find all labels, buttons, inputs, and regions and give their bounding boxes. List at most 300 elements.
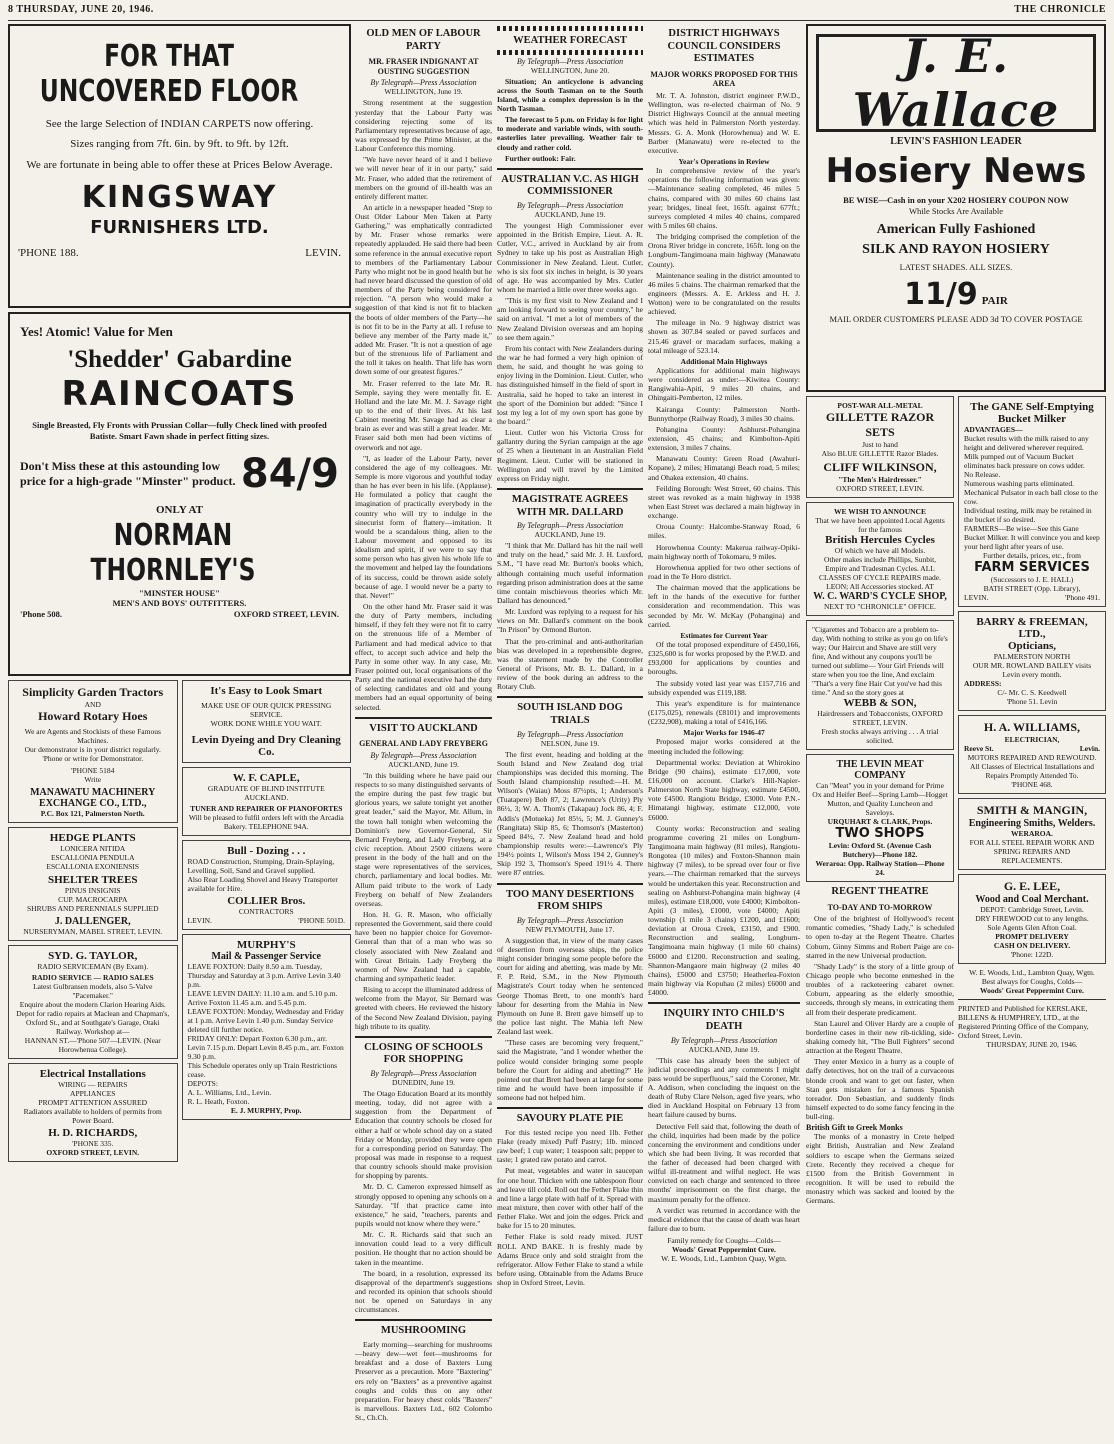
caple-name: W. F. CAPLE, [232,772,300,784]
kingsway-town: LEVIN. [305,246,341,259]
mushroom-body [355,1340,492,1422]
labour-byline: By Telegraph—Press Association [370,78,477,88]
column-5 [806,24,1106,1438]
highways-s1: Year's Operations in Review [678,156,770,166]
lee-sub: Wood and Coal Merchant. [975,894,1089,905]
dallard-p1: "I think that Mr. Dallard has hit the nail well and truly on the head," said Mr. J. H. Luxford, S.M., "I have read Mr. Burton's books which, although containing much useful information regarding prison administration does at the same time contain mischievous theories which Mr. Dallard has denounced." [497,541,643,606]
divider [497,696,643,698]
woods-ad-1 [648,1236,800,1263]
manawatu-ad [8,680,178,823]
gane-b8: Further details, prices, etc., from [983,551,1081,560]
hedge-l1: LONICERA NITIDA [60,844,126,853]
auckland-p3: Rising to accept the illuminated address of welcome from the Mayor, Sir Bernard was greeted with cheers. He reviewed the history of the Second New Zealand Division, paying high tribute to its quality. [355,985,492,1031]
kingsway-name: KINGSWAY [81,179,278,215]
murphy-b6: DEPOTS: [187,1079,218,1088]
auckland-dateline: AUCKLAND, June 19. [388,759,459,769]
woods2-l3: Woods' Great Peppermint Cure. [980,986,1084,995]
barry-footer [964,697,1100,706]
gane-phone: 'Phone 491. [1064,593,1100,602]
thornley-ad [8,312,351,676]
monks-headline: British Gift to Greek Monks [806,1123,903,1133]
kingsway-line3: We are fortunate in being able to offer these at Prices Below Average. [26,158,333,171]
dallard-p2: Mr. Luxford was replying to a request for his views on Mr. Dallard's comment on the book "In Prison" by Ormond Burton. [497,607,643,635]
column-1a [8,680,178,1166]
vc-p3: From his contact with New Zealanders during the war he had formed a very high opinion of them, he said, and thought he was going to enjoy living in the Dominion. Lieut. Cutler, who has distinguished himself in the field of sport in Australia, said he hoped to take an interest in the sport of the Dominion but added: "Since I lost my leg a lot of my own sport has gone by the board." [497,343,643,426]
dallard-body [497,541,643,691]
barry-l3: 'Phone 51. [1006,697,1038,706]
divider [497,488,643,490]
manawatu-b3: 'Phone or write for Demonstrator. [42,754,144,763]
highways-p8: Pohangina County: Ashhurst-Pohangina extension, 45 chains; and Kimbolton-Apiti extension, 3 miles 7 chains. [648,424,800,453]
savoury-p3: Fether Flake is sold ready mixed. JUST ROLL AND BAKE. It is freshly made by Adams Bruce only and sold straight from the refrigerator. Allow Fether Flake to stand a while before using. Obtainable from the Adams Bruce shop in Oxford Street, Levin. [497,1232,643,1288]
wallace-price-row [816,277,1096,312]
smith-b1: FOR ALL STEEL REPAIR WORK AND SPRING REPAIRS AND REPLACEMENTS. [969,838,1095,865]
inquiry-p1: "This case has already been the subject of judicial proceedings and any comments I might pass would be superfluous," said the Coroner, Mr. A. Addison, when concluding the inquest on the death of Ruby Clare Nelson, aged five years, who died in Auckland Hospital on February 13 from heart failure caused by burns. [648,1055,800,1120]
vc-body [497,221,643,483]
gane-b3: No Release. [964,470,1001,479]
regent-p2: "Shady Lady" is the story of a little group of Chicago people who become enmeshed in the troubles of a racketeering cabaret owner. Coburn, appearing as the elderly smoothie, succeeds, through sly means, in extricating them all from their desperate predicament. [806,961,954,1017]
inquiry-byline: By Telegraph—Press Association [670,1035,778,1045]
woods2-l1: W. E. Woods, Ltd., Lambton Quay, Wgtn. [969,968,1095,977]
hedge-sub: NURSERYMAN, MABEL STREET, LEVIN. [23,927,163,936]
highways-p19: Departmental works: Deviation at Whirokino Bridge (90 chains), estimate £17,000, vote £16,000 on account. Clarke's Hill-Napier-Palmerston North State highway, estimate £4500, vote £4500. Rangiotu Bridge, £3000. Vote P.N.-Himatangi highway, estimate £12,000, vote £6000. [648,757,800,822]
highways-p14: The chairman moved that the applications be left in the hands of the executive for further consideration and recommendation. This was seconded by Mr. W. McKay (Pohangina) and carried. [648,583,800,629]
hedge-l5: CUP. MACROCARPA [58,895,128,904]
williams-street: Reeve St. [964,744,994,753]
wallace-l3: American Fully Fashioned [876,222,1036,238]
smith-name: SMITH & MANGIN, [976,803,1088,817]
hedge-l2: ESCALLONIA PENDULA [50,853,135,862]
schools-p4: The board, in a resolution, expressed its disapproval of the department's suggestions and recorded its opinion that schools should not be opened on Saturdays in any circumstances. [355,1268,492,1315]
thornley-only: ONLY AT [156,504,203,517]
divider [355,1036,492,1038]
barry-l2: C/- Mr. C. S. Keedwell [997,688,1067,697]
dog-body [497,750,643,878]
mushroom-p1: Early morning—searching for mushrooms—heavy dew—wet feet—mushrooms for breakfast and a dose of Baxters Lung Preserver as a precaution. More "Baxtering" ers rely on "Baxters" as a preventive against coughs and colds thus on any other preparation. For heavy chest colds "Baxters" is marvellous. Baxters Ltd., 602 Colombo St., Ch.Ch. [355,1339,492,1423]
caple-b1: TUNER AND REPAIRER OF PIANOFORTES [190,804,343,813]
williams-b2: All Classes of Electrical Installations and Repairs Promptly Attended To. [970,762,1094,780]
labour-p3: An article in a newspaper headed "Step to Oust Older Labour Men Taken at Party Gathering," was emphatically contradicted by Mr. Fraser whose remarks were repeatedly applauded. He said there had been some reference in the annual executive report to members of the Parliamentary Labour Party who might not be in good health but he had never heard discussed the question of old members of the Party being considered for rejection. "A person who would make a suggestion of that kind is not fit to blacken the boots of older members of the Party—he is not fit to be in the Party at all. I refuse to believe any member of the Party made it," added Mr. Fraser. "It is not a question of age but of the strenuous life of Parliament and the toll it takes on health. That life has worn down some of our greatest figures." [355,202,492,377]
taylor-name: SYD. G. TAYLOR, [48,950,138,962]
wilkinson-addr: OXFORD STREET, LEVIN. [836,484,924,493]
highways-p10: Feilding Borough: West Street, 60 chains. This street was revoked as a main highway in 1938 when East Street was declared a main highway in exchange. [648,483,800,521]
lee-b3: Sole Agents Glen Afton Coal. [987,923,1077,932]
williams-b1: MOTORS REPAIRED AND REWOUND. [967,753,1097,762]
webb-ad [806,620,954,750]
column-5a [806,396,954,1207]
column-2 [355,24,492,1438]
hedge-l4: PINUS INSIGNIS [64,886,121,895]
collier-t1: Bull - Dozing . . . [227,845,306,857]
barry-sub: Opticians, [1008,640,1056,652]
highways-subhead: MAJOR WORKS PROPOSED FOR THIS AREA [650,69,798,89]
williams-address [964,744,1100,753]
weather-body [497,77,643,163]
collier-town: LEVIN. [187,916,212,925]
labour-p5: "I, as leader of the Labour Party, never considered the age of my colleagues. Mr. Semple is more vigorous and youthful today than he has ever been in his life. (Applause). He formulated a policy that caught the imagination of practically everybody in the country who will try to indulge in the sinecurist form of flattery—imitation. It would be a scandalous thing, alien to the Labour movement and opposed to its idealism and spirit, if we were to say that some person who has given his whole life to the movement and helped lay the foundations of its success, could be thrown aside solely because of age. I would never be a party to that. Never!" [355,453,492,600]
vc-headline: AUSTRALIAN V.C. AS HIGH COMMISSIONER [501,173,639,198]
highways-p20: County works: Reconstruction and sealing programme covering 21 miles on Longburn-Tangimoana main highway (81 miles), Rangiotu-Rongotea (10 miles) and Foxton-Shannon main highway (7 miles), to be spread over four or five years.—The chairman remarked that the surveys would be undertaken this year. Reconstruction and sealing on Ashhurst-Pohangina main highway (4 miles), estimate £18,000, vote £4000; Kimbolton-Apiti (3 miles), £1000, vote £4000; Apiti township (1 mile 3 chains) £1200, and £1600; deviation at Oroua Creek, £3150, and £900. Reconstruction and sealing, Longburn-Tangimoana main highway (1 mile 60 chains) £6000 and £1200. Reconstruction and sealing, Shannon-Mangaore main highway (2 miles 40 chains), £5000 and £3750; Heatherlea-Foxton main highway via Kopuhau (2 miles) £6000 and £4000. [648,823,800,998]
dallard-dateline: AUCKLAND, June 19. [534,530,606,540]
divider [355,1319,492,1321]
vc-p1: The youngest High Commissioner ever appointed in the British Empire, Lieut. A. R. Cutler, V.C., arrived in Auckland by air from Sydney to take up his post as Australian High Commissioner in New Zealand. Lieut. Cutler, who is six foot six inches in height, is 30 years of age. He was accompanied by Mrs. Cutler whom he married a little over three weeks ago. [497,221,643,295]
thornley-name: NORMAN THORNLEY'S [90,517,256,588]
hedge-l6: SHRUBS AND PERENNIALS SUPPLIED [27,904,159,913]
schools-headline: CLOSING OF SCHOOLS FOR SHOPPING [364,1041,483,1066]
williams-name: H. A. WILLIAMS, [983,720,1081,734]
divider [497,883,643,885]
auckland-byline: By Telegraph—Press Association [370,750,477,760]
dog-headline: SOUTH ISLAND DOG TRIALS [517,702,623,727]
dallard-headline: MAGISTRATE AGREES WITH MR. DALLARD [511,493,629,518]
gane-b7: FARMERS—Be wise—See this Gane Bucket Milker. It will convince you and keep your herd light after years of use. [964,524,1100,551]
highways-p1: Mr. T. A. Johnston, district engineer P.W.D., Wellington, was re-elected chairman of No. 9 District Highways Council at the annual meeting which was held in Palmerston North yesterday. Messrs. G. A. Monk (Horowhenua) and W. E. Barber (Manawatu) were re-elected to the executive. [648,90,800,155]
thornley-outfit: MEN'S AND BOYS' OUTFITTERS. [112,598,247,609]
ward-l3: Other makes include Phillips, Sunbit, Empire and Tradesman Cycles. ALL CLASSES OF CYCLE REPAIRS made. LEON; All Accessories stocked. AT [818,555,942,591]
labour-p4: Mr. Fraser referred to the late Mr. R. Semple, saying they were mentally fit. E. Holland and the late Mr. M. J. Savage right up to the end of their lives. At his last Cabinet meeting Mr. Savage had as clear a brain as ever and was still a great leader. Mr. Fraser said both men had been victims of overwork and not age. [355,378,492,452]
murphy-b7: A. L. Williams, Ltd., Levin. [187,1088,272,1097]
caple-b2: Will be pleased to fulfil orders left with the Arcadia Bakery. TELEPHONE 94A. [188,813,344,831]
ornament-rule [497,50,643,55]
highways-p6: Applications for additional main highways were considered as under:—Kiwitea County: Rangiwahia-Apiti, 9 miles 20 chains, and Ohingaiti-Pemberton, 12 miles. [648,366,800,403]
desertions-byline: By Telegraph—Press Association [516,915,624,925]
regent-p1: One of the brightest of Hollywood's recent romantic comedies, "Shady Lady," is scheduled to open to-day at the Regent Theatre. Charles Coburn, Ginny Simms and Robert Paige are co-starred in the new Universal production. [806,914,954,960]
taylor-sub: RADIO SERVICEMAN (By Exam). [37,962,149,971]
caple-ad [182,767,352,836]
hedge-ad [8,827,178,941]
barry-name: BARRY & FREEMAN, LTD., [976,616,1088,640]
manawatu-name: MANAWATU MACHINERY EXCHANGE CO., LTD., [30,787,156,809]
gane-footer [964,593,1100,602]
inquiry-dateline: AUCKLAND, June 19. [688,1044,760,1054]
inquiry-p3: A verdict was returned in accordance with the medical evidence that the cause of death was heart failure due to burn. [648,1205,800,1234]
wilkinson-t2: GILLETTE RAZOR SETS [825,410,935,439]
murphy-b1: LEAVE FOXTON: Daily 8.50 a.m. Tuesday, Thursday and Saturday at 3 p.m. Arrive Levin 3.40 p.m. [187,962,341,989]
regent-subhead: TO-DAY AND TO-MORROW [827,902,933,912]
taylor-line: RADIO SERVICE — RADIO SALES [31,973,154,982]
highways-p2: In comprehensive review of the year's operations the following information was given:—Maintenance sealing completed, 46 miles 5 chains, compared with 30 miles 60 chains last year; bridges, lineal feet, 165ft. against 677ft.; surveys completed 4 miles 40 chains, compared with 5 miles 60 chains. [648,166,800,230]
meat-b2: URQUHART & CLARK, Props. [827,817,933,826]
richards-l4: Radiators available to holders of permits from Power Board. [23,1107,162,1125]
thornley-price: 84/9 [240,451,339,498]
schools-p1: The Otago Education Board at its monthly meeting, today, did not agree with a suggestion from the Department of Education that country schools be closed for either a half or whole school day on a stated Friday or Monday, provided they were open for a corresponding period on Saturday. The proposal was made in response to a request that country schools should make provision for shopping by parents. [355,1088,492,1181]
paper-name: THE CHRONICLE [1014,4,1106,15]
wilkinson-ad [806,396,954,498]
gane-addr: BATH STREET (Opp. Library), [983,584,1081,593]
gane-b6: Individual testing, milk may be retained in the bucket if so desired. [964,506,1092,524]
taylor-b1: Latest Gulbransen models, also 5-Valve "Pacemaker." [33,982,153,1000]
gane-sub: (Successors to J. E. HALL) [990,575,1074,584]
ward-t1: WE WISH TO ANNOUNCE [834,507,926,516]
imprint-l1: PRINTED and Published for KERSLAKE, BILLENS & HUMPHREY, LTD., at the Registered Printing Office of the Company, Oxford Street, Levin. [958,1004,1089,1040]
schools-p2: Mr. D. C. Cameron expressed himself as strongly opposed to opening any schools on a Saturday. "If that practice came into existence," he said, "teachers, parents and pupils would not know where they were." [355,1182,492,1228]
collier-footer [188,916,346,925]
page-date: 8 THURSDAY, JUNE 20, 1946. [8,4,154,15]
ward-l1: That we have been appointed Local Agents for the famous [815,516,945,534]
gane-b4: Numerous washing parts eliminated. [964,479,1074,488]
thornley-product: 'Shedder' Gabardine [67,346,292,373]
auckland-p1: "In this building where he have paid our respects to so many distinguished servants of the empire during the past few tragic but glorious years, we salute tonight yet another great leader," said the Mayor, Mr. Allum, in the town hall tonight when welcoming the Dominion's new Governor-General, Sir Bernard Freyberg, and Lady Freyberg, at a civic reception. About 2500 citizens were present in the body of the hall and on the stage were representatives of the services, church, parliamentary and local bodies. Mr. Allum paid tribute to the work of Lady Freyberg on behalf of New Zealanders overseas. [355,770,492,908]
inquiry-p2: Detective Fell said that, following the death of the child, inquiries had been made by the police concerning the environment and conditions under which she had been living. It was recorded that the father of deceased had been charged with wilful ill-treatment and wilful neglect. He was convicted on each charge and sentenced to three months' imprisonment on the first charge, the maximum penalty for the offence. [648,1121,800,1204]
hedge-t2: SHELTER TREES [47,874,138,886]
taylor-ad [8,945,178,1059]
savoury-p2: Put meat, vegetables and water in saucepan for one hour. Thicken with one tablespoon flour and leave till cold. Roll out the Fether Flake thin and line a large plate with half of it. Spread with meat mixture, then cover with other half of the Fether Flake. Wet and join the edges. Prick and bake for 15 to 20 minutes. [497,1166,643,1231]
gane-b2: Milk pumped out of Vacuum Bucket eliminates back pressure on cows udder. [964,452,1085,470]
divider [958,999,1106,1000]
thornley-offer-row [20,451,339,497]
labour-headline: OLD MEN OF LABOUR PARTY [366,28,481,52]
highways-p7: Kairanga County: Palmerston North-Bunnythorpe (Railway Road), 3 miles 30 chains. [648,404,800,423]
dog-byline: By Telegraph—Press Association [516,729,624,739]
labour-body [355,98,492,711]
ward-t2: British Hercules Cycles [825,534,935,546]
woods1-l2: Woods' Great Peppermint Cure. [672,1245,776,1255]
divider [497,168,643,170]
woods1-l3: W. E. Woods, Ltd., Lambton Quay, Wgtn. [661,1254,787,1264]
highways-s4: Major Works for 1946-47 [683,728,765,738]
taylor-b2: Enquire about the modern Clarion Hearing Aids. [19,1000,166,1009]
gane-t1: The GANE Self-Emptying Bucket Milker [970,401,1094,425]
highways-p5: The mileage in No. 9 highway district was shown as 307.84 sealed or paved surfaces and 215.46 gravel or macadam surfaces, making a total mileage of 523.14. [648,318,800,355]
desertions-headline: TOO MANY DESERTIONS FROM SHIPS [506,888,634,913]
webb-name: WEBB & SON, [843,697,917,709]
thornley-house: "MINSTER HOUSE" [139,587,220,598]
imprint [958,1004,1106,1049]
smith-ad [958,798,1106,870]
wallace-headline: Hosiery News [825,151,1087,191]
lee-phone: 'Phone: 122D. [1010,950,1054,959]
column-3 [497,24,643,1438]
kingsway-phone: 'PHONE 188. [18,246,79,259]
hedge-name: J. DALLENGER, [54,916,131,927]
regent-p4: They enter Mexico in a hurry as a couple of daffy detectives, hot on the trail of a curvaceous blonde crook and want to get out faster, when Stan gets mistaken for a famous Spanish toreador. Don Sebastian, and suddenly finds himself expected to do some fancy fencing in the bull-ring. [806,1057,954,1122]
gane-b1: Bucket results with the milk raised to any height and delivered wherever required. [964,434,1089,452]
masthead [8,4,1106,21]
schools-byline: By Telegraph—Press Association [370,1068,477,1078]
vc-dateline: AUCKLAND, June 19. [534,210,606,220]
schools-body [355,1089,492,1314]
murphy-b4: FRIDAY ONLY: Depart Foxton 6.30 p.m., arr. Levin 7.15 p.m. Depart Levin 8.45 p.m., arr. Foxton 9.30 p.m. [187,1034,344,1061]
monks-body [806,1132,954,1205]
levindye-t1: Levin Dyeing and Dry Cleaning Co. [191,734,341,758]
divider [355,717,492,719]
barry-addr: ADDRESS: [964,679,1002,688]
murphy-ad [182,934,352,1120]
vc-byline: By Telegraph—Press Association [516,201,624,211]
thornley-addr: OXFORD STREET, LEVIN. [233,608,339,619]
dog-p1: The first event, heading and holding at the South Island and New Zealand dog trial championships was decided this morning. The South Island championship resulted:—H. M. Wilson's (Waiau) Moss 87½pts, 1; Anderson's (Tuatapere) Bob 87, 2; Lawrence's (Urity) Ply 86½, 3; W. A. Thom's (Takapau) Jock 86, 4; F. Addis's (Motueka) Jet 85½, 5; M. J. Gunney's (Rangitata) Skip 85, 6; Thomson's (Masterton) Speed 84½, 7. New Zealand head and hold championship results were:—Lawrence's Ply 194½ points 1, Wilson's Moss 194 2, Gunney's Skip 192 3, Thomson's Speed 191½ 4. There were 87 entries. [497,749,643,878]
manawatu-box: P.C. Box 121, Palmerston North. [40,809,145,818]
lee-ad [958,874,1106,964]
column-1b [182,680,352,1166]
desertions-dateline: NEW PLYMOUTH, June 17. [525,924,615,934]
barry-l1: OUR MR. ROWLAND BAILEY visits Levin every month. [972,661,1092,679]
woods1-l1: Family remedy for Coughs—Colds— [667,1236,781,1246]
weather-headline: WEATHER FORECAST [513,35,627,46]
lee-b1: DEPOT: Cambridge Street, Levin. [980,905,1084,914]
column-5b [958,396,1106,1207]
desertions-p2: "These cases are becoming very frequent," said the Magistrate, "and I wonder whether the police would consider bringing some people before the Court for aiding and abetting?" He pointed out that Brett had been at large for some time and he would have been impossible if someone had not helped him. [497,1038,643,1103]
weather-dateline: WELLINGTON, June 20. [530,65,610,75]
richards-l2: APPLIANCES [70,1089,116,1098]
mushroom-headline: MUSHROOMING [380,1325,467,1337]
williams-phone: 'PHONE 468. [1011,780,1053,789]
smith-town: WERAROA. [1011,829,1053,838]
wilkinson-t1: POST-WAR ALL-METAL [837,401,923,410]
wallace-l1: BE WISE—Cash in on your X202 HOSIERY COUPON NOW [843,195,1069,205]
wallace-ad [806,24,1106,392]
thornley-footer [20,609,339,620]
labour-subhead: MR. FRASER INDIGNANT AT OUSTING SUGGESTION [368,57,479,76]
thornley-offer: Don't Miss these at this astounding low price for a high-grade "Minster" product. [20,459,236,489]
regent-headline: REGENT THEATRE [831,886,929,897]
meat-name: THE LEVIN MEAT COMPANY [836,759,924,781]
collier-b1: ROAD Construction, Stumping, Drain-Splaying, Levelling, Soil, Sand and Gravel supplied. [187,857,335,875]
smart-t1: It's Easy to Look Smart [210,685,323,697]
ward-addr: NEXT TO "CHRONICLE" OFFICE. [824,602,936,611]
wilkinson-l2: Also BLUE GILLETTE Razor Blades. [821,449,939,458]
ward-name: W. C. WARD'S CYCLE SHOP, [813,591,947,602]
auckland-headline: VISIT TO AUCKLAND [369,722,478,734]
manawatu-t1: Simplicity Garden Tractors [22,685,164,699]
wallace-price: 11/9 [904,276,978,312]
column-4 [648,24,800,1438]
gane-b5: Mechanical Pulsator in each ball close to the cow. [964,488,1098,506]
lee-name: G. E. LEE, [1003,879,1061,893]
manawatu-write: Write [84,775,102,784]
wilkinson-name: CLIFF WILKINSON, [823,460,937,474]
smart-b1: MAKE USE OF OUR QUICK PRESSING SERVICE. [201,701,332,719]
richards-ad [8,1063,178,1162]
collier-phone: 'PHONE 501D. [298,916,345,925]
manawatu-and: AND [84,700,101,709]
highways-p18: Proposed major works considered at the meeting included the following: [648,737,800,756]
taylor-b3: Depot for radio repairs at Maclean and Chapman's, Oxford St., and at Southgate's Garage, Otaki Railway. Workshop at— [16,1009,170,1036]
kingsway-line1: See the large Selection of INDIAN CARPETS now offering. [45,118,314,130]
savoury-headline: SAVOURY PLATE PIE [516,1113,624,1125]
ward-ad [806,502,954,616]
murphy-t1: MURPHY'S [236,939,296,951]
lee-b2: DRY FIREWOOD cut to any lengths. [975,914,1089,923]
richards-l3: PROMPT ATTENTION ASSURED [38,1098,148,1107]
kingsway-ad [8,24,351,308]
meat-b3: Levin: Oxford St. (Avenue Cash Butchery)—Phone 182. [828,841,932,859]
richards-phone: 'PHONE 335. [72,1139,114,1148]
webb-b2: Fresh stocks always arriving . . . A trial solicited. [821,727,939,745]
highways-p4: Maintenance sealing in the district amounted to 46 miles 5 chains. The chairman remarked that the engineers (Messrs. A. E. Arkless and H. J. Wotton) were to be congratulated on the results achieved. [648,270,800,317]
highways-p3: The bridging comprised the completion of the Orona River bridge in concrete, 165ft. long on the Longburn-Tangimoana main highway (Manawatu County). [648,232,800,269]
regent-p3: Stan Laurel and Oliver Hardy are a couple of borderline cases in their new rib-tickling, side-shaking comedy hit, "The Bull Fighters" second attraction at the Regent Theatre. [806,1018,954,1056]
dallard-p3: That the pro-criminal and anti-authoritarian bias was developed in a reprehensible degree, was the statement made by the Controller General of Prisons, Mr. B. L. Dallard, in a review of the book during an address to the Rotary Club. [497,636,643,692]
gane-town: LEVIN. [964,593,989,602]
richards-l1: WIRING — REPAIRS [58,1080,128,1089]
desertions-body [497,936,643,1103]
inquiry-body [648,1056,800,1234]
richards-name: H. D. RICHARDS, [48,1127,138,1139]
weather-p2: The forecast to 5 p.m. on Friday is for light to moderate and variable winds, with south-easterlies later prevailing. Weather fair to cloudy and rather cold. [497,115,643,152]
thornley-product2: RAINCOATS [61,374,298,414]
richards-addr: OXFORD STREET, LEVIN. [46,1148,140,1157]
barry-l4: Levin [1039,697,1058,706]
imprint-l2: THURSDAY, JUNE 20, 1946. [986,1040,1078,1049]
thornley-top: Yes! Atomic! Value for Men [20,324,173,339]
column-1 [8,24,351,1438]
williams-town: Levin. [1079,744,1100,753]
highways-headline: DISTRICT HIGHWAYS COUNCIL CONSIDERS ESTIMATES [667,28,781,65]
wilkinson-sub: "The Men's Hairdresser." [838,475,922,484]
barry-town: PALMERSTON NORTH [993,652,1071,661]
vc-p2: "This is my first visit to New Zealand and I am looking forward to seeing your country," he said on arrival. "I met a lot of members of the New Zealand Division overseas and am hoping to see them again." [497,296,643,342]
ward-l2: Of which we have all Models. [834,546,926,555]
taylor-b4: HANNAN ST.—'Phone 507—LEVIN. (Near Horowhenua College). [24,1036,161,1054]
collier-sub: CONTRACTORS [238,907,294,916]
highways-body [648,91,800,997]
labour-p2: "We have never heard of it and I believe we will never hear of it in our party," said Mr. Fraser, who added that the retirement of members on the ground of ill-health was an entirely different matter. [355,155,492,201]
manawatu-phone: 'PHONE 5184 [71,766,115,775]
auckland-p2: Hon. H. G. R. Mason, who officially represented the Government, said there could have been no happier choice for Governor-General than that of a man who was so closely associated with New Zealand and with Great Britain. Lady Freyberg the women of New Zealand had a capable, charming and sympathetic leader. [355,909,492,983]
kingsway-sub: FURNISHERS LTD. [90,216,269,238]
labour-p1: Strong resentment at the suggestion yesterday that the Labour Party was considering rejecting some of its Parliamentary representatives because of age, was expressed by the Prime Minister, at the Labour Conference this morning. [355,98,492,154]
highways-p9: Manawatu County: Green Road (Awahuri-Kopane), 2 miles; Himatangi Beach road, 5 miles; and Ohakea extension, 40 chains. [648,454,800,482]
hedge-t1: HEDGE PLANTS [49,832,136,844]
weather-p3: Further outlook: Fair. [505,153,576,163]
highways-p15: Of the total proposed expenditure of £450,166, £325,600 is for works proposed by the P.W.D. and £93,000 for applications by counties and boroughs. [648,639,800,677]
kingsway-footer [18,246,341,260]
smart-ad [182,680,352,763]
labour-p6: On the other hand Mr. Fraser said it was the duty of Party members, including himself, if they felt they were not fit to carry on the strenuous life of a Member of Parliament and had medical advice to that effect, to accept such advice and help the Party in some other way. In any case, Mr. Fraser pointed out, local organisations of the Party and the national executive had the duty of selecting candidates and old and young members had an equal opportunity of being selected. [355,601,492,712]
manawatu-t2: Howard Rotary Hoes [38,709,148,723]
murphy-b2: LEAVE LEVIN DAILY: 11.10 a.m. and 5.10 p.m. Arrive Foxton 11.45 a.m. and 5.45 p.m. [187,989,338,1007]
manawatu-b1: We are Agents and Stockists of these Famous Machines. [24,727,161,745]
wilkinson-l1: Just to hand [862,440,898,449]
williams-sub: ELECTRICIAN, [1004,735,1060,744]
wallace-l2: While Stocks Are Available [908,205,1004,216]
schools-p3: Mr. C. R. Richards said that such an innovation could lead to a very difficult position. He thought that no action should be taken in the meantime. [355,1230,492,1267]
weather-byline: By Telegraph—Press Association [516,56,624,66]
highways-s2: Additional Main Highways [680,356,768,366]
webb-sub: Hairdressers and Tobacconists, OXFORD STREET, LEVIN. [817,709,943,727]
wallace-tag: LEVIN'S FASHION LEADER [890,136,1022,147]
savoury-p1: For this tested recipe you need 1lb. Fether Flake (ready mixed) Puff Pastry; 1lb. minced raw beef; 1 cup water; 1 teaspoon salt; pepper to taste; 1 grated raw potato and carrot. [497,1127,643,1165]
richards-t1: Electrical Installations [39,1068,146,1080]
caple-sub: GRADUATE OF BLIND INSTITUTE AUCKLAND. [207,784,325,802]
woods2-l2: Best always for Coughs, Colds— [981,977,1083,986]
lee-b4: PROMPT DELIVERY [995,932,1069,941]
meat-b4: Weraroa: Opp. Railway Station—Phone 24. [815,859,945,877]
lee-b5: CASH ON DELIVERY. [993,941,1071,950]
highways-p12: Horowhenua County: Makerua railway-Opiki-main highway north of Tokomaru, 9 miles. [648,542,800,561]
ornament-rule [497,26,643,31]
auckland-body [355,771,492,1031]
gane-adv: ADVANTAGES— [964,425,1023,434]
thornley-phone: 'Phone 508. [20,608,63,619]
meat-t2: TWO SHOPS [835,826,925,841]
dallard-byline: By Telegraph—Press Association [516,521,624,531]
collier-ad [182,840,352,930]
vc-p4: Lieut. Cutler won his Victoria Cross for gallantry during the Syrian campaign at the age of 25 when a lieutenant in an Australian Field Regiment. Lieut. Cutler will be stationed in Wellington and will travel by the Limited express on Friday night. [497,428,643,483]
barry-ad [958,611,1106,711]
murphy-b3: LEAVE FOXTON: Monday, Wednesday and Friday at 1 p.m. Arrive Levin 1.40 p.m. Sunday Service deleted till further notice. [187,1007,344,1034]
gane-ad [958,396,1106,607]
schools-dateline: DUNEDIN, June 19. [392,1077,455,1087]
gane-name: FARM SERVICES [974,560,1090,575]
wallace-pair: PAIR [981,294,1008,307]
labour-dateline: WELLINGTON, June 19. [384,87,463,97]
divider [648,1002,800,1004]
divider [497,1107,643,1109]
regent-body [806,914,954,1121]
murphy-t2: Mail & Passenger Service [211,951,321,962]
